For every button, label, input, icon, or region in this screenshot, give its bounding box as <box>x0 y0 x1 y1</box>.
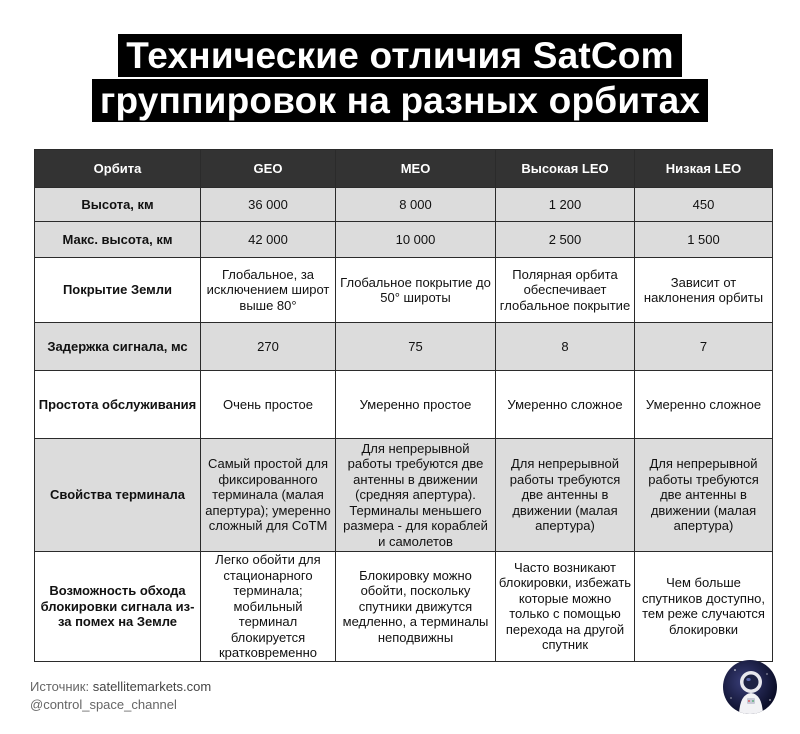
row-label: Свойства терминала <box>35 439 201 552</box>
table-row <box>35 222 773 258</box>
header-cell: Орбита <box>35 150 201 188</box>
table-cell: Часто возникают блокировки, избежать которые можно только с помощью перехода на другой спутник <box>496 552 635 662</box>
row-label: Возможность обхода блокировки сигнала из-за помех на Земле <box>35 552 201 662</box>
table-cell: 270 <box>201 323 336 371</box>
table-cell: Самый простой для фиксированного терминала (малая апертура); умеренно сложный для CoTM <box>201 439 336 552</box>
row-label: Высота, км <box>35 188 201 222</box>
header-row <box>35 150 773 188</box>
source-line <box>30 678 211 696</box>
table-cell: 1 500 <box>635 222 773 258</box>
table-cell: Очень простое <box>201 371 336 439</box>
table-cell: 8 000 <box>336 188 496 222</box>
row-label: Задержка сигнала, мс <box>35 323 201 371</box>
source-label: Источник: <box>30 679 90 694</box>
astronaut-avatar-icon <box>723 660 777 714</box>
table-cell: Для непрерывной работы требуются две антенны в движении (малая апертура) <box>496 439 635 552</box>
row-label: Макс. высота, км <box>35 222 201 258</box>
table-row <box>35 258 773 323</box>
table-cell: Для непрерывной работы требуются две антенны в движении (средняя апертура). Терминалы меньшего размера - для кораблей и самолетов <box>336 439 496 552</box>
comparison-table <box>34 149 773 662</box>
table-cell: Глобальное, за исключением широт выше 80° <box>201 258 336 323</box>
table-row <box>35 439 773 552</box>
table-cell: Блокировку можно обойти, поскольку спутники движутся медленно, а терминалы неподвижны <box>336 552 496 662</box>
table-cell: Для непрерывной работы требуются две антенны в движении (малая апертура) <box>635 439 773 552</box>
header-cell: GEO <box>201 150 336 188</box>
table-cell: Чем больше спутников доступно, тем реже случаются блокировки <box>635 552 773 662</box>
table-cell: 42 000 <box>201 222 336 258</box>
title-line-1: Технические отличия SatCom <box>118 34 681 77</box>
table-row <box>35 188 773 222</box>
table-cell: Умеренно сложное <box>635 371 773 439</box>
header-cell: Низкая LEO <box>635 150 773 188</box>
table-row <box>35 323 773 371</box>
table-cell: 8 <box>496 323 635 371</box>
row-label: Покрытие Земли <box>35 258 201 323</box>
table-cell: 75 <box>336 323 496 371</box>
table-row <box>35 552 773 662</box>
table-cell: Умеренно простое <box>336 371 496 439</box>
table-cell: Умеренно сложное <box>496 371 635 439</box>
header-cell: MEO <box>336 150 496 188</box>
title-line-2: группировок на разных орбитах <box>92 79 708 122</box>
table-cell: 7 <box>635 323 773 371</box>
table-cell: Полярная орбита обеспечивает глобальное покрытие <box>496 258 635 323</box>
source-link[interactable]: satellitemarkets.com <box>92 679 212 694</box>
table-cell: 2 500 <box>496 222 635 258</box>
table-cell: Легко обойти для стационарного терминала; мобильный терминал блокируется кратковременно <box>201 552 336 662</box>
table-cell: 10 000 <box>336 222 496 258</box>
table-row <box>35 371 773 439</box>
table-cell: Глобальное покрытие до 50° широты <box>336 258 496 323</box>
footer <box>30 678 211 714</box>
channel-handle[interactable]: @control_space_channel <box>30 697 177 712</box>
row-label: Простота обслуживания <box>35 371 201 439</box>
table-cell: 450 <box>635 188 773 222</box>
table-cell: Зависит от наклонения орбиты <box>635 258 773 323</box>
table-cell: 1 200 <box>496 188 635 222</box>
page-title <box>0 34 800 122</box>
table-cell: 36 000 <box>201 188 336 222</box>
header-cell: Высокая LEO <box>496 150 635 188</box>
